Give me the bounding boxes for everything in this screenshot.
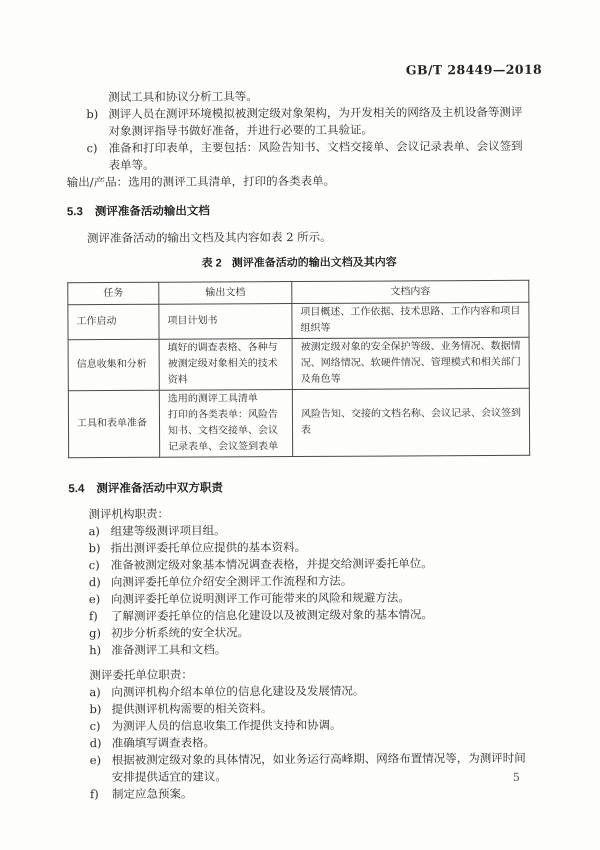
list-item-label: c) bbox=[86, 141, 98, 156]
section-5-3-paragraph: 测评准备活动的输出文档及其内容如表 2 所示。 bbox=[86, 229, 332, 246]
cell-docs bbox=[159, 390, 292, 458]
column-header-task: 任务 bbox=[68, 282, 159, 304]
column-header-output-docs: 输出文档 bbox=[159, 282, 292, 305]
cell-task: 工作启动 bbox=[68, 304, 159, 339]
cell-docs: 填好的调查表格、各种与被测定级对象相关的技术资料 bbox=[159, 339, 292, 391]
duty-label: b) bbox=[88, 541, 101, 556]
duty-label: c) bbox=[89, 719, 101, 734]
list-item-label: b) bbox=[86, 107, 99, 122]
section-heading-5-3 bbox=[67, 202, 531, 221]
duty-text: 向测评委托单位说明测评工作可能带来的风险和规避方法。 bbox=[110, 590, 410, 606]
page-number: 5 bbox=[512, 770, 520, 784]
cell-task: 信息收集和分析 bbox=[68, 339, 159, 390]
duty-label: a) bbox=[89, 685, 101, 700]
list-item-a-continuation: 测试工具和协议分析工具等。 bbox=[108, 89, 258, 104]
duty-label: a) bbox=[88, 524, 100, 539]
duty-item bbox=[90, 750, 534, 786]
duty-text: 为测评人员的信息收集工作提供支持和协调。 bbox=[111, 717, 342, 733]
output-docs-table bbox=[67, 280, 530, 458]
cell-content: 项目概述、工作依据、技术思路、工作内容和项目组织等 bbox=[292, 302, 529, 338]
duty-text: 制定应急预案。 bbox=[111, 786, 193, 801]
duty-text: 准备测评工具和文档。 bbox=[111, 642, 227, 657]
duty-text: 向测评委托单位介绍安全测评工作流程和方法。 bbox=[110, 573, 353, 589]
duty-label: g) bbox=[89, 626, 101, 641]
duty-item bbox=[89, 640, 533, 659]
cell-content: 被测定级对象的安全保护等级、业务情况、数据情况、网络情况、软硬件情况、管理模式和相关部门及角色等 bbox=[292, 337, 529, 389]
cell-content: 风险告知、交接的文档名称、会议记录、会议签到表 bbox=[292, 388, 529, 456]
list-item-text: 准备和打印表单，主要包括：风险告知书、文档交接单、会议记录表单、会议签到表单等。 bbox=[108, 138, 523, 172]
duty-label: f) bbox=[89, 787, 99, 802]
org-duties-list bbox=[69, 521, 534, 659]
table-row bbox=[68, 388, 529, 457]
duty-text: 向测评机构介绍本单位的信息化建设及发展情况。 bbox=[111, 683, 365, 699]
page-content bbox=[66, 87, 534, 803]
section-number: 5.4 bbox=[68, 483, 85, 496]
cell-docs-line2: 打印的各类表单：风险告知书、文档交接单、会议记录表单、会议签到表单 bbox=[167, 409, 279, 453]
duty-label: d) bbox=[88, 575, 101, 590]
table-caption-number: 表 2 bbox=[201, 257, 222, 270]
cell-docs: 项目计划书 bbox=[159, 304, 292, 340]
section-title: 测评准备活动中双方职责 bbox=[96, 482, 223, 496]
duty-label: h) bbox=[89, 643, 102, 658]
list-item-text: 测评人员在测评环境模拟被测定级对象架构，为开发相关的网络及主机设备等测评对象测评指导书做好准备，并进行必要的工具验证。 bbox=[108, 104, 523, 138]
duty-label: b) bbox=[89, 702, 102, 717]
section-title: 测评准备活动输出文档 bbox=[94, 205, 210, 219]
section-number: 5.3 bbox=[66, 206, 83, 219]
section-heading-5-4 bbox=[68, 479, 532, 498]
duty-label: f) bbox=[88, 609, 98, 624]
list-item-c bbox=[87, 138, 531, 174]
duty-text: 了解测评委托单位的信息化建设以及被测定级对象的基本情况。 bbox=[110, 607, 434, 623]
duty-label: e) bbox=[89, 753, 102, 768]
list-item-b bbox=[86, 104, 530, 140]
column-header-doc-content: 文档内容 bbox=[292, 280, 529, 303]
cell-task: 工具和表单准备 bbox=[68, 390, 159, 457]
duty-text: 根据被测定级对象的具体情况，如业务运行高峰期、网络布置情况等，为测评时间安排提供适宜的建议。 bbox=[111, 750, 526, 784]
table-row bbox=[68, 302, 529, 339]
org-duties-title: 测评机构职责： bbox=[88, 506, 170, 522]
table-caption-title: 测评准备活动的输出文档及其内容 bbox=[231, 256, 397, 270]
duty-label: d) bbox=[89, 736, 102, 751]
table-row bbox=[68, 337, 529, 390]
duty-text: 初步分析系统的安全状况。 bbox=[111, 625, 250, 640]
duty-label: e) bbox=[88, 592, 101, 607]
standard-code-header: GB/T 28449—2018 bbox=[405, 61, 543, 78]
duty-label: c) bbox=[88, 558, 100, 573]
cell-docs-line1: 选用的测评工具清单 bbox=[167, 393, 258, 405]
duty-text: 准确填写调查表格。 bbox=[111, 735, 216, 750]
duty-text: 指出测评委托单位应提供的基本资料。 bbox=[110, 539, 307, 555]
client-duties-list bbox=[69, 682, 534, 803]
duty-text: 准备被测定级对象基本情况调查表格，并提交给测评委托单位。 bbox=[110, 556, 433, 572]
duty-text: 提供测评机构需要的相关资料。 bbox=[111, 701, 273, 716]
table-caption bbox=[67, 254, 531, 273]
duty-item bbox=[90, 784, 534, 803]
output-product-line: 输出/产品：选用的测评工具清单，打印的各类表单。 bbox=[66, 173, 336, 190]
client-duties-title: 测评委托单位职责： bbox=[89, 667, 193, 683]
table-header-row bbox=[68, 280, 529, 304]
duty-text: 组建等级测评项目组。 bbox=[110, 523, 226, 538]
